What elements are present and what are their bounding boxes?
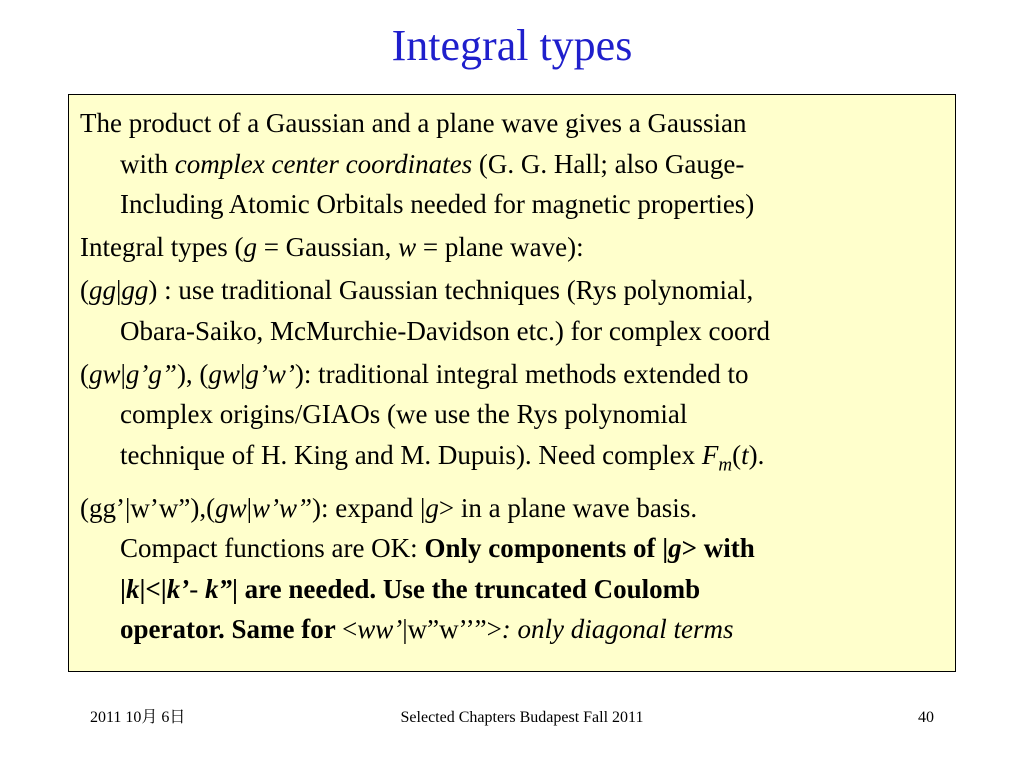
- bold-text: | are needed. Use the truncated Coulomb: [231, 573, 701, 604]
- content-box: [68, 94, 956, 672]
- text: -: [189, 573, 205, 604]
- paragraph-gaussian-plane-wave: [80, 103, 943, 225]
- text: ): expand |: [312, 492, 426, 523]
- bold-text: > with: [681, 533, 755, 564]
- text: <: [341, 614, 358, 645]
- paragraph-gg-gg: [80, 270, 943, 351]
- footer-date: 2011 10月 6日: [90, 709, 186, 726]
- text: (G. G. Hall; also Gauge-: [472, 148, 745, 179]
- symbol-k-double-prime-bold: k”: [204, 573, 232, 604]
- footer-title: Selected Chapters Budapest Fall 2011: [400, 709, 644, 726]
- symbol-g-bold: g: [668, 533, 682, 564]
- symbol-g-g: g’g”: [125, 358, 177, 389]
- slide-number: 40: [918, 709, 934, 726]
- text: ) : use traditional Gaussian techniques (Rys polynomial,: [148, 275, 754, 305]
- paragraph-plane-wave-expansion: [80, 488, 943, 650]
- symbol-w: w: [398, 232, 417, 262]
- symbol-gw: gw: [208, 358, 240, 389]
- bold-text: Only components of |: [424, 533, 669, 564]
- symbol-w-w: w’w”: [252, 492, 313, 523]
- text: ).: [748, 439, 765, 470]
- symbol-m-subscript: m: [718, 453, 733, 475]
- text: |w”w’’”>: [402, 614, 502, 645]
- text: (: [732, 439, 742, 470]
- symbol-gg: gg: [121, 275, 149, 305]
- bold-text: |: [120, 573, 126, 604]
- text: Obara-Saiko, McMurchie-Davidson etc.) for complex coord: [120, 315, 771, 346]
- symbol-gw: gw: [89, 358, 121, 389]
- text: technique of H. King and M. Dupuis). Need complex: [120, 439, 702, 470]
- symbol-gg: gg: [89, 275, 116, 305]
- text: |: [116, 275, 122, 305]
- paragraph-gw-integrals: [80, 354, 943, 486]
- text: Integral types (: [80, 232, 244, 262]
- symbol-g: g: [425, 492, 439, 523]
- emphasis-text: complex center coordinates: [174, 148, 473, 179]
- text: (: [80, 358, 89, 389]
- symbol-t: t: [741, 439, 749, 470]
- symbol-k-bold: k: [125, 573, 140, 604]
- symbol-gw: gw: [215, 492, 247, 523]
- text: complex origins/GIAOs (we use the Rys polynomial: [120, 399, 688, 429]
- slide-title: Integral types: [391, 21, 633, 70]
- emphasis-text: : only diagonal terms: [501, 614, 734, 645]
- text: Including Atomic Orbitals needed for magnetic properties): [120, 189, 755, 219]
- text: ): traditional integral methods extended to: [294, 358, 749, 389]
- text: = plane wave):: [416, 232, 584, 262]
- text: The product of a Gaussian and a plane wave gives a Gaussian: [80, 108, 747, 138]
- bold-text: operator. Same for: [120, 614, 342, 645]
- text: ), (: [176, 358, 209, 389]
- text: (: [80, 275, 89, 305]
- symbol-k-prime-bold: k’: [166, 573, 190, 604]
- symbol-g-w: g’w’: [245, 358, 295, 389]
- bold-text: |<|: [139, 573, 167, 604]
- text: with: [120, 148, 175, 179]
- text: (gg’|w’w”),(: [80, 492, 216, 523]
- text: |: [246, 492, 253, 523]
- symbol-f: F: [701, 439, 719, 470]
- text: |: [239, 358, 246, 389]
- symbol-ww: ww’: [357, 614, 403, 645]
- text: Compact functions are OK:: [120, 533, 425, 564]
- symbol-g: g: [243, 232, 257, 262]
- paragraph-integral-types: [80, 227, 943, 268]
- text: |: [120, 358, 126, 389]
- text: = Gaussian,: [256, 232, 399, 262]
- text: > in a plane wave basis.: [438, 492, 698, 523]
